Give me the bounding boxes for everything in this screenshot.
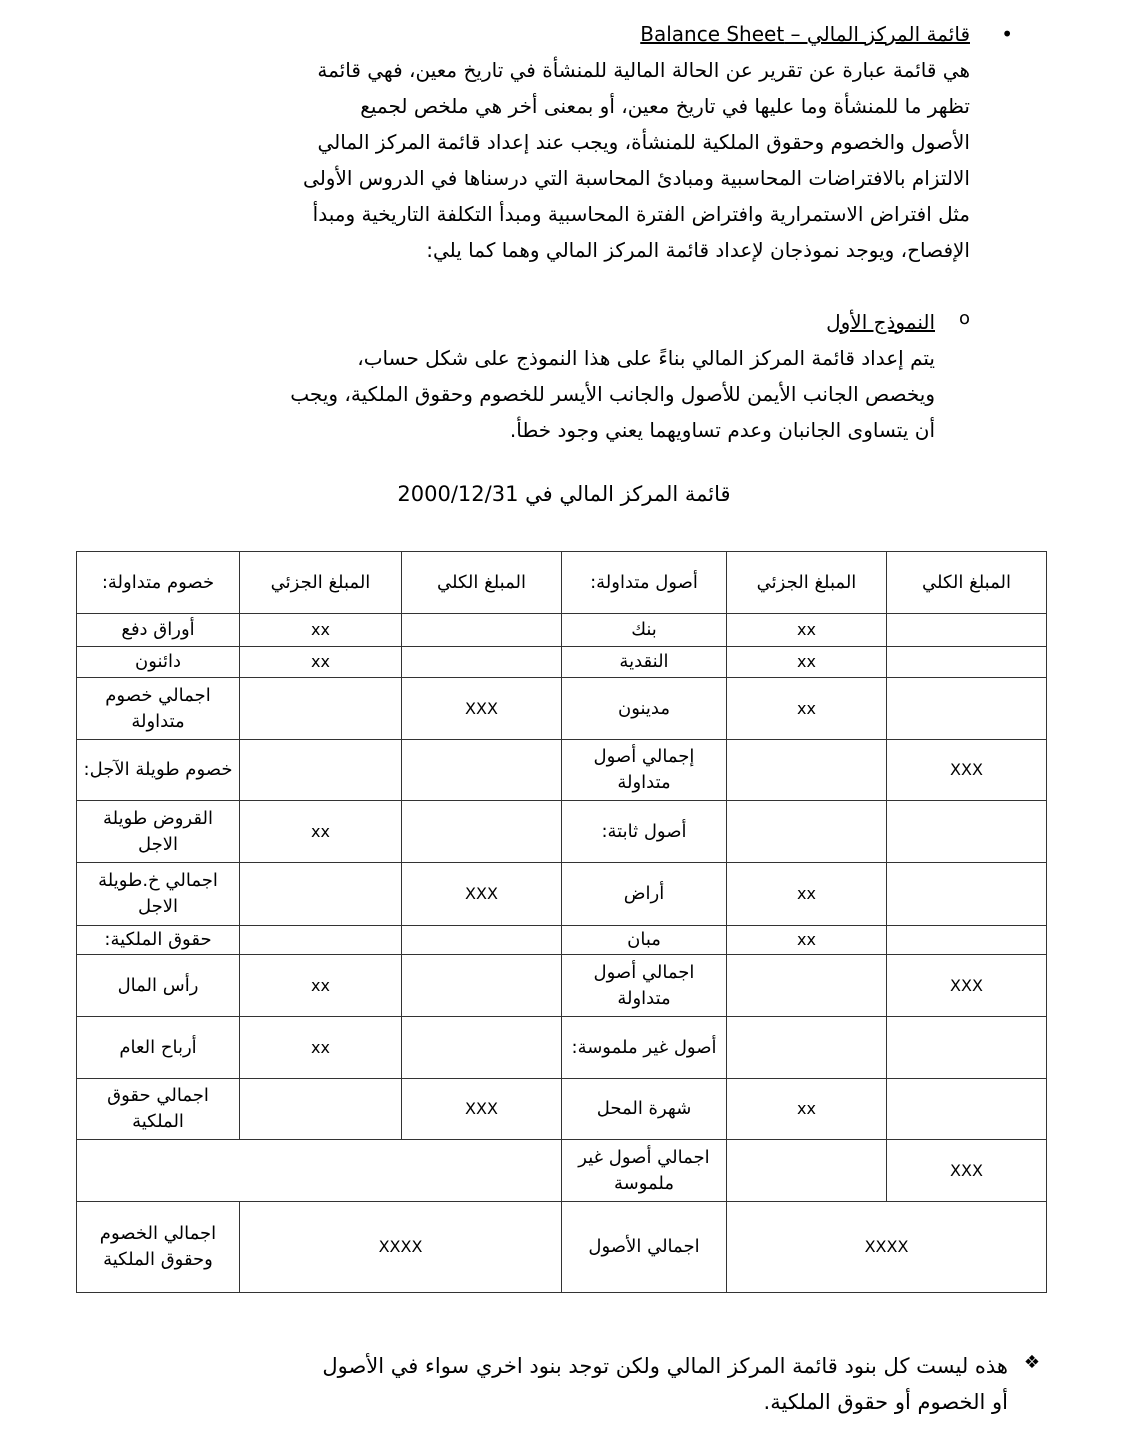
total-amount-cell [402,1017,562,1079]
total-amount-cell [402,614,562,647]
liability-item-cell: أرباح العام [77,1017,240,1079]
partial-amount-cell: xx [240,614,402,647]
circle-bullet-icon: o [958,308,970,329]
model1-line: يتم إعداد قائمة المركز المالي بناءً على هذا النموذج على شكل حساب، [357,346,935,370]
table-row [77,863,1047,926]
total-amount-cell [402,955,562,1017]
total-amount-cell [887,614,1047,647]
model1-heading: النموذج الأول [826,310,935,334]
liability-item-cell: اجمالي خ.طويلة الاجل [77,863,240,926]
total-amount-cell [887,863,1047,926]
note-line: هذه ليست كل بنود قائمة المركز المالي ولكن توجد بنود اخري سواء في الأصول [322,1354,1008,1378]
bullet-icon: • [1001,22,1013,46]
total-amount-cell [402,926,562,955]
table-row [77,801,1047,863]
asset-item-cell: أصول غير ملموسة: [562,1017,727,1079]
header-cell: المبلغ الجزئي [727,552,887,614]
liability-item-cell: خصوم طويلة الآجل: [77,740,240,801]
header-cell: المبلغ الكلي [887,552,1047,614]
asset-item-cell: اجمالي أصول متداولة [562,955,727,1017]
note-line: أو الخصوم أو حقوق الملكية. [763,1390,1008,1414]
section-heading: قائمة المركز المالي – Balance Sheet [640,22,970,46]
liability-item-cell: رأس المال [77,955,240,1017]
asset-item-cell: أراض [562,863,727,926]
partial-amount-cell: xx [727,678,887,740]
paragraph-line: الأصول والخصوم وحقوق الملكية للمنشأة، ويجب عند إعداد قائمة المركز المالي [317,130,970,154]
total-amount-cell [402,740,562,801]
partial-amount-cell: xx [240,647,402,678]
liability-item-cell: اجمالي خصوم متداولة [77,678,240,740]
table-row [77,926,1047,955]
asset-item-cell: النقدية [562,647,727,678]
total-amount-cell: XXX [887,955,1047,1017]
liability-item-cell: حقوق الملكية: [77,926,240,955]
diamond-bullet-icon: ❖ [1023,1352,1040,1373]
total-amount-cell [887,926,1047,955]
partial-amount-cell: xx [240,801,402,863]
partial-amount-cell [727,1140,887,1202]
total-amount-cell [887,647,1047,678]
partial-amount-cell [727,740,887,801]
asset-item-cell: اجمالي الأصول [562,1202,727,1293]
partial-amount-cell [240,678,402,740]
empty-merged-cell [77,1140,562,1202]
partial-amount-cell [727,801,887,863]
partial-amount-cell: xx [727,614,887,647]
total-amount-cell: XXX [402,1079,562,1140]
asset-item-cell: شهرة المحل [562,1079,727,1140]
asset-item-cell: مبان [562,926,727,955]
partial-amount-cell [240,1079,402,1140]
partial-amount-cell: xx [727,647,887,678]
header-cell: المبلغ الجزئي [240,552,402,614]
partial-amount-cell [727,1017,887,1079]
total-amount-cell [402,801,562,863]
total-liabilities-amount-cell: XXXX [240,1202,562,1293]
table-header-row [77,552,1047,614]
liability-item-cell: اجمالي الخصوم وحقوق الملكية [77,1202,240,1293]
paragraph-line: هي قائمة عبارة عن تقرير عن الحالة المالية للمنشأة في تاريخ معين، فهي قائمة [317,58,970,82]
liability-item-cell: اجمالي حقوق الملكية [77,1079,240,1140]
liability-item-cell: دائنون [77,647,240,678]
asset-item-cell: مدينون [562,678,727,740]
total-amount-cell: XXX [887,1140,1047,1202]
partial-amount-cell: xx [727,863,887,926]
total-amount-cell: XXX [402,678,562,740]
partial-amount-cell [240,926,402,955]
total-amount-cell [887,801,1047,863]
header-cell: أصول متداولة: [562,552,727,614]
table-row [77,614,1047,647]
model1-line: أن يتساوى الجانبان وعدم تساويهما يعني وجود خطأ. [509,418,935,442]
partial-amount-cell [727,955,887,1017]
paragraph-line: مثل افتراض الاستمرارية وافتراض الفترة المحاسبية ومبدأ التكلفة التاريخية ومبدأ [312,202,970,226]
partial-amount-cell: xx [240,955,402,1017]
table-row [77,678,1047,740]
header-cell: المبلغ الكلي [402,552,562,614]
total-amount-cell [402,647,562,678]
balance-sheet-table [76,551,1047,1293]
total-amount-cell [887,678,1047,740]
table-title: قائمة المركز المالي في 2000/12/31 [397,482,731,506]
header-cell: خصوم متداولة: [77,552,240,614]
partial-amount-cell [240,740,402,801]
partial-amount-cell: xx [240,1017,402,1079]
partial-amount-cell: xx [727,1079,887,1140]
asset-item-cell: إجمالي أصول متداولة [562,740,727,801]
paragraph-line: تظهر ما للمنشأة وما عليها في تاريخ معين، أو بمعنى أخر هي ملخص لجميع [360,94,970,118]
liability-item-cell: القروض طويلة الاجل [77,801,240,863]
liability-item-cell: أوراق دفع [77,614,240,647]
table-row [77,740,1047,801]
paragraph-line: الإفصاح، ويوجد نموذجان لإعداد قائمة المركز المالي وهما كما يلي: [426,238,970,262]
asset-item-cell: أصول ثابتة: [562,801,727,863]
asset-item-cell: بنك [562,614,727,647]
paragraph-line: الالتزام بالافتراضات المحاسبية ومبادئ المحاسبة التي درسناها في الدروس الأولى [303,166,970,190]
table-row [77,1140,1047,1202]
asset-item-cell: اجمالي أصول غير ملموسة [562,1140,727,1202]
total-amount-cell: XXX [402,863,562,926]
table-row [77,1017,1047,1079]
table-row [77,1202,1047,1293]
total-amount-cell [887,1079,1047,1140]
partial-amount-cell [240,863,402,926]
table-row [77,647,1047,678]
partial-amount-cell: xx [727,926,887,955]
model1-line: ويخصص الجانب الأيمن للأصول والجانب الأيسر للخصوم وحقوق الملكية، ويجب [290,382,935,406]
total-assets-amount-cell: XXXX [727,1202,1047,1293]
table-row [77,955,1047,1017]
total-amount-cell: XXX [887,740,1047,801]
table-row [77,1079,1047,1140]
total-amount-cell [887,1017,1047,1079]
